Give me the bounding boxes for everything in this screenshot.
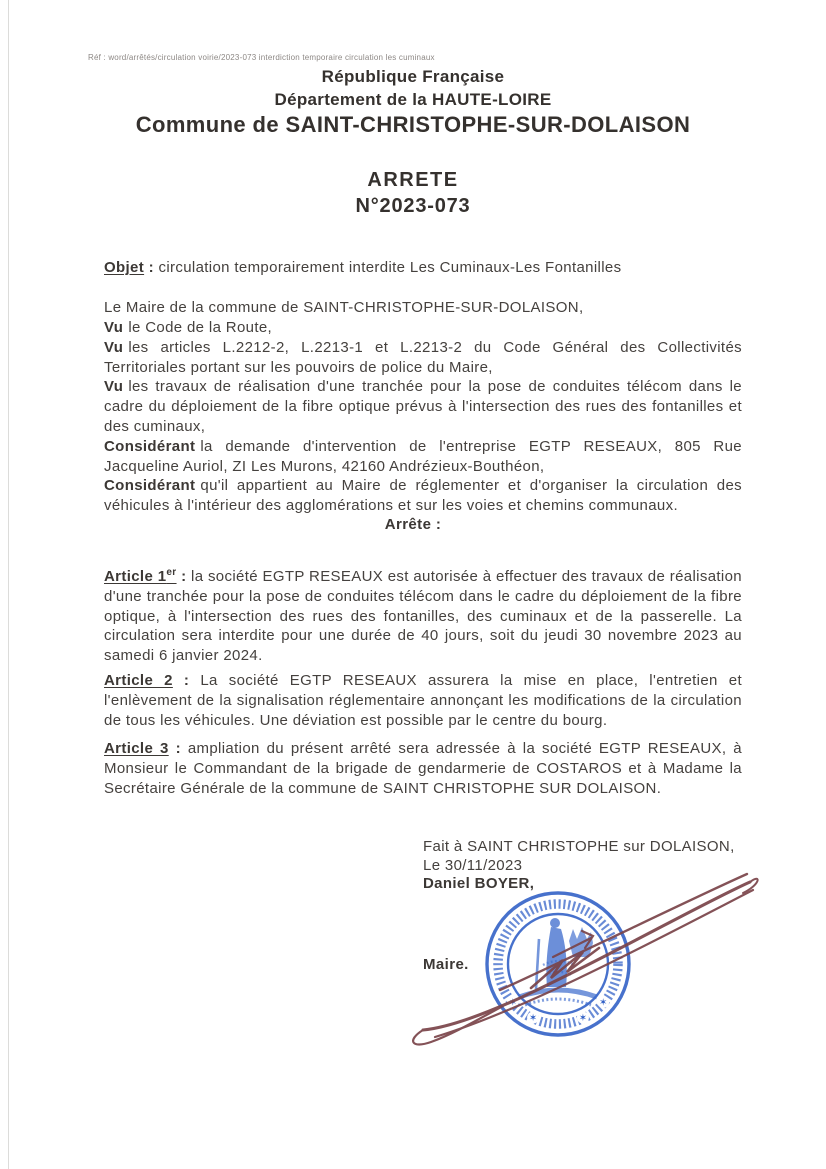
header-republique: République Française <box>321 67 505 86</box>
recital-label: Considérant <box>104 437 196 455</box>
arrete-heading: Arrête : <box>384 516 442 533</box>
signature-name-line: Daniel BOYER, <box>423 875 535 893</box>
recital-text: le Code de la Route, <box>128 319 273 336</box>
header-departement: Département de la HAUTE-LOIRE <box>274 90 552 109</box>
recital-label: Considérant <box>104 477 196 495</box>
recital-vu-1 <box>104 318 742 338</box>
handwritten-signature <box>405 858 765 1048</box>
title-arrete: ARRETE <box>367 169 459 191</box>
recital-text: la demande d'intervention de l'entreprise EGTP RESEAUX, 805 Rue Jacqueline Auriol, ZI Les Murons, 42160 Andrézieux-Bouthéon, <box>104 437 742 475</box>
article-2-separator: : <box>172 672 201 689</box>
svg-text:✶: ✶ <box>508 997 517 1009</box>
recital-label: Vu <box>104 338 124 356</box>
article-1-text: la société EGTP RESEAUX est autorisée à effectuer des travaux de réalisation d'une tranchée pour la pose de conduites télécom dans le cadre du déploiement de la fibre optique, à l'intersection des rues des fontanilles, des cuminaux et de la passerelle. La circulation sera interdite pour une durée de 40 jours, soit du jeudi 30 novembre 2023 au samedi 6 janvier 2024. <box>104 568 742 665</box>
article-1-separator: : <box>176 568 192 585</box>
objet-label: Objet <box>104 259 145 276</box>
recital-text: les articles L.2212-2, L.2213-1 et L.2213-2 du Code Général des Collectivités Territoriales portant sur les pouvoirs de police du Maire, <box>104 338 742 376</box>
recitals-block <box>104 318 742 516</box>
recital-considerant-2 <box>104 476 742 516</box>
article-2 <box>104 667 742 730</box>
svg-text:✶: ✶ <box>528 1013 538 1025</box>
article-2-label: Article 2 <box>104 672 173 689</box>
article-3-text: ampliation du présent arrêté sera adressée à la société EGTP RESEAUX, à Monsieur le Commandant de la brigade de gendarmerie de COSTAROS et à Madame la Secrétaire Générale de la commune de SAINT CHRISTOPHE SUR DOLAISON. <box>104 740 742 797</box>
maire-role-label: Maire. <box>423 956 469 973</box>
intro-line: Le Maire de la commune de SAINT-CHRISTOPHE-SUR-DOLAISON, <box>104 299 584 316</box>
objet-separator: : <box>144 259 159 276</box>
article-3-separator: : <box>168 740 188 757</box>
recital-text: qu'il appartient au Maire de réglementer et d'organiser la circulation des véhicules à l'intérieur des agglomérations et sur les voies et chemins communaux. <box>104 477 742 515</box>
svg-text:✶: ✶ <box>599 997 608 1009</box>
objet-line <box>104 258 742 278</box>
recital-vu-3 <box>104 377 742 436</box>
title-number: N°2023-073 <box>355 195 471 217</box>
recital-label: Vu <box>104 319 124 336</box>
svg-text:✶: ✶ <box>578 1013 588 1025</box>
recital-label: Vu <box>104 378 124 396</box>
recital-vu-2 <box>104 338 742 378</box>
recital-considerant-1 <box>104 437 742 477</box>
article-1-label: Article 1er <box>104 567 177 585</box>
article-3-label: Article 3 <box>104 740 169 757</box>
objet-text: circulation temporairement interdite Les Cuminaux-Les Fontanilles <box>158 259 622 276</box>
header-commune: Commune de SAINT-CHRISTOPHE-SUR-DOLAISON <box>135 112 691 137</box>
article-3 <box>104 735 742 798</box>
article-2-text: La société EGTP RESEAUX assurera la mise en place, l'entretien et l'enlèvement de la signalisation réglementaire annonçant les modifications de la circulation de tous les véhicules. Une déviation est possible par le centre du bourg. <box>104 672 742 729</box>
recital-text: les travaux de réalisation d'une tranchée pour la pose de conduites télécom dans le cadre du déploiement de la fibre optique prévus à l'intersection des rues des fontanilles et des cuminaux, <box>104 378 742 435</box>
signature-place-line: Fait à SAINT CHRISTOPHE sur DOLAISON, <box>423 838 735 855</box>
article-1 <box>104 563 742 666</box>
reference-line: Réf : word/arrêtés/circulation voirie/2023-073 interdiction temporaire circulation les cuminaux <box>88 53 435 62</box>
signature-date-line: Le 30/11/2023 <box>423 856 523 874</box>
